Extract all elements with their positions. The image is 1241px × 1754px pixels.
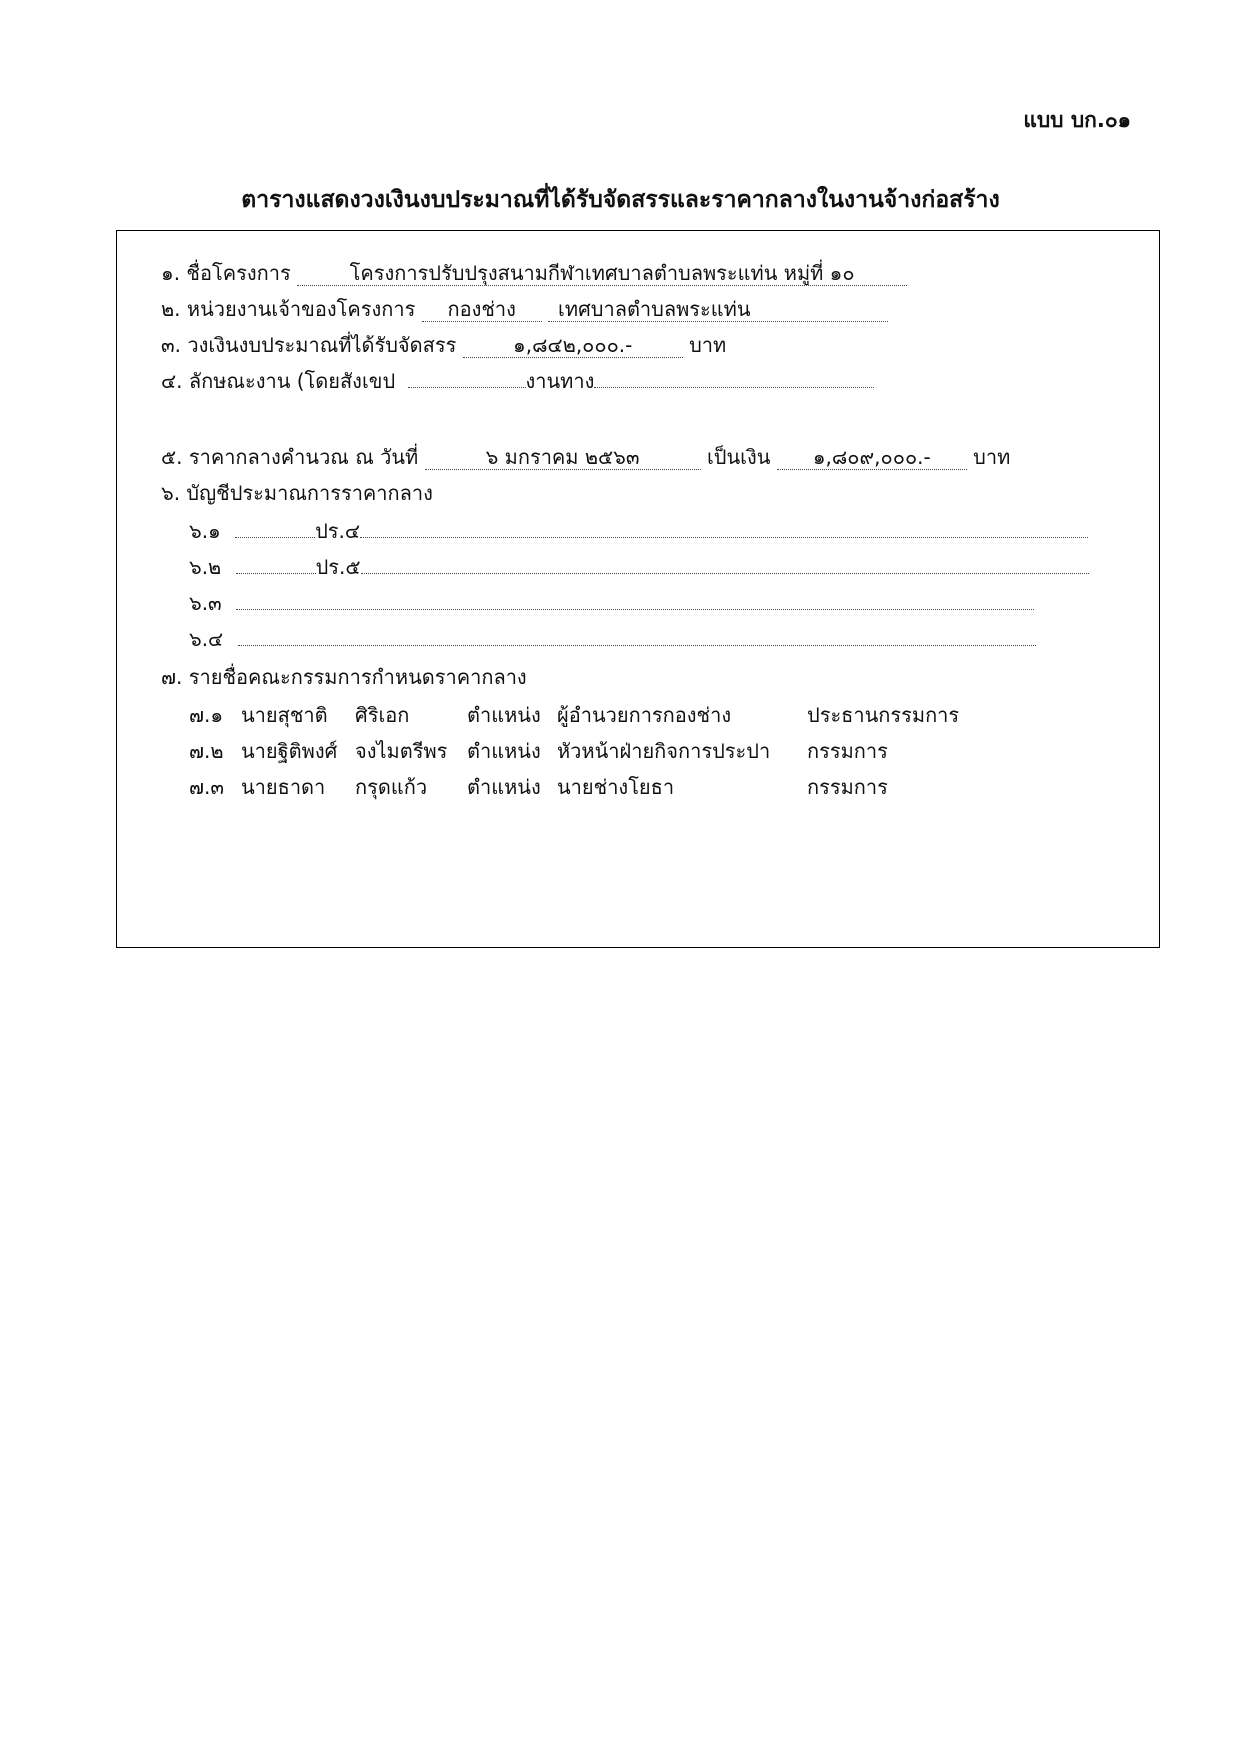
committee-last-name: ศิริเอก bbox=[355, 703, 410, 727]
committee-number: ๗.๒ bbox=[189, 739, 224, 763]
median-price-date: ๖ มกราคม ๒๕๖๓ bbox=[425, 445, 701, 470]
estimate-number: ๖.๑ bbox=[189, 519, 221, 543]
median-price-amount-label: เป็นเงิน bbox=[706, 445, 771, 469]
form-box bbox=[116, 230, 1160, 948]
dotted-leader bbox=[235, 521, 315, 538]
project-name-row bbox=[161, 259, 907, 287]
dotted-leader bbox=[236, 557, 316, 574]
committee-first-name: นายฐิติพงศ์ bbox=[241, 739, 338, 763]
committee-position: หัวหน้าฝ่ายกิจการประปา bbox=[557, 739, 771, 763]
project-owner-row bbox=[161, 295, 888, 323]
estimate-form: ปร.๕ bbox=[315, 555, 361, 579]
project-name-value: โครงการปรับปรุงสนามกีฬาเทศบาลตำบลพระแท่น หมู่ที่ ๑๐ bbox=[297, 261, 907, 286]
budget-label: ๓. วงเงินงบประมาณที่ได้รับจัดสรร bbox=[161, 333, 457, 357]
dotted-leader bbox=[408, 371, 526, 388]
committee-position: นายช่างโยธา bbox=[557, 775, 675, 799]
estimate-number: ๖.๒ bbox=[189, 555, 222, 579]
estimate-list-label: ๖. บัญชีประมาณการราคากลาง bbox=[161, 481, 433, 505]
committee-position-label: ตำแหน่ง bbox=[467, 703, 541, 727]
committee-first-name: นายธาดา bbox=[241, 775, 326, 799]
committee-number: ๗.๓ bbox=[189, 775, 225, 799]
dotted-leader bbox=[360, 521, 1088, 538]
estimate-row bbox=[189, 625, 1036, 653]
document-title: ตารางแสดงวงเงินงบประมาณที่ได้รับจัดสรรและราคากลางในงานจ้างก่อสร้าง bbox=[241, 187, 1000, 213]
dotted-leader bbox=[594, 371, 874, 388]
project-owner-label: ๒. หน่วยงานเจ้าของโครงการ bbox=[161, 297, 416, 321]
committee-label: ๗. รายชื่อคณะกรรมการกำหนดราคากลาง bbox=[161, 665, 527, 689]
estimate-number: ๖.๓ bbox=[189, 591, 222, 615]
estimate-number: ๖.๔ bbox=[189, 627, 224, 651]
budget-value: ๑,๘๔๒,๐๐๐.- bbox=[463, 333, 683, 358]
project-owner-org: เทศบาลตำบลพระแท่น bbox=[548, 297, 888, 322]
work-type-value: งานทาง bbox=[525, 369, 595, 393]
budget-row bbox=[161, 331, 726, 359]
median-price-amount: ๑,๘๐๙,๐๐๐.- bbox=[777, 445, 967, 470]
committee-role: ประธานกรรมการ bbox=[807, 703, 960, 727]
committee-position-label: ตำแหน่ง bbox=[467, 739, 541, 763]
committee-number: ๗.๑ bbox=[189, 703, 224, 727]
estimate-row bbox=[189, 589, 1034, 617]
estimate-row bbox=[189, 553, 1089, 581]
estimate-form: ปร.๔ bbox=[315, 519, 361, 543]
dotted-leader bbox=[238, 629, 1036, 646]
project-owner-division: กองช่าง bbox=[422, 297, 542, 322]
project-name-label: ๑. ชื่อโครงการ bbox=[161, 261, 291, 285]
budget-unit: บาท bbox=[689, 333, 727, 357]
committee-position: ผู้อำนวยการกองช่าง bbox=[557, 703, 732, 727]
committee-last-name: จงไมตรีพร bbox=[355, 739, 448, 763]
work-type-row bbox=[161, 367, 874, 395]
work-type-label: ๔. ลักษณะงาน (โดยสังเขป bbox=[161, 369, 396, 393]
median-price-unit: บาท bbox=[973, 445, 1011, 469]
committee-role: กรรมการ bbox=[807, 775, 888, 799]
committee-role: กรรมการ bbox=[807, 739, 888, 763]
committee-last-name: กรุดแก้ว bbox=[355, 775, 428, 799]
dotted-leader bbox=[361, 557, 1089, 574]
form-code: แบบ บก.๐๑ bbox=[1023, 108, 1131, 132]
committee-position-label: ตำแหน่ง bbox=[467, 775, 541, 799]
median-price-row bbox=[161, 443, 1010, 471]
median-price-label: ๕. ราคากลางคำนวณ ณ วันที่ bbox=[161, 445, 419, 469]
dotted-leader bbox=[236, 593, 1034, 610]
estimate-row bbox=[189, 517, 1088, 545]
committee-first-name: นายสุชาติ bbox=[241, 703, 328, 727]
